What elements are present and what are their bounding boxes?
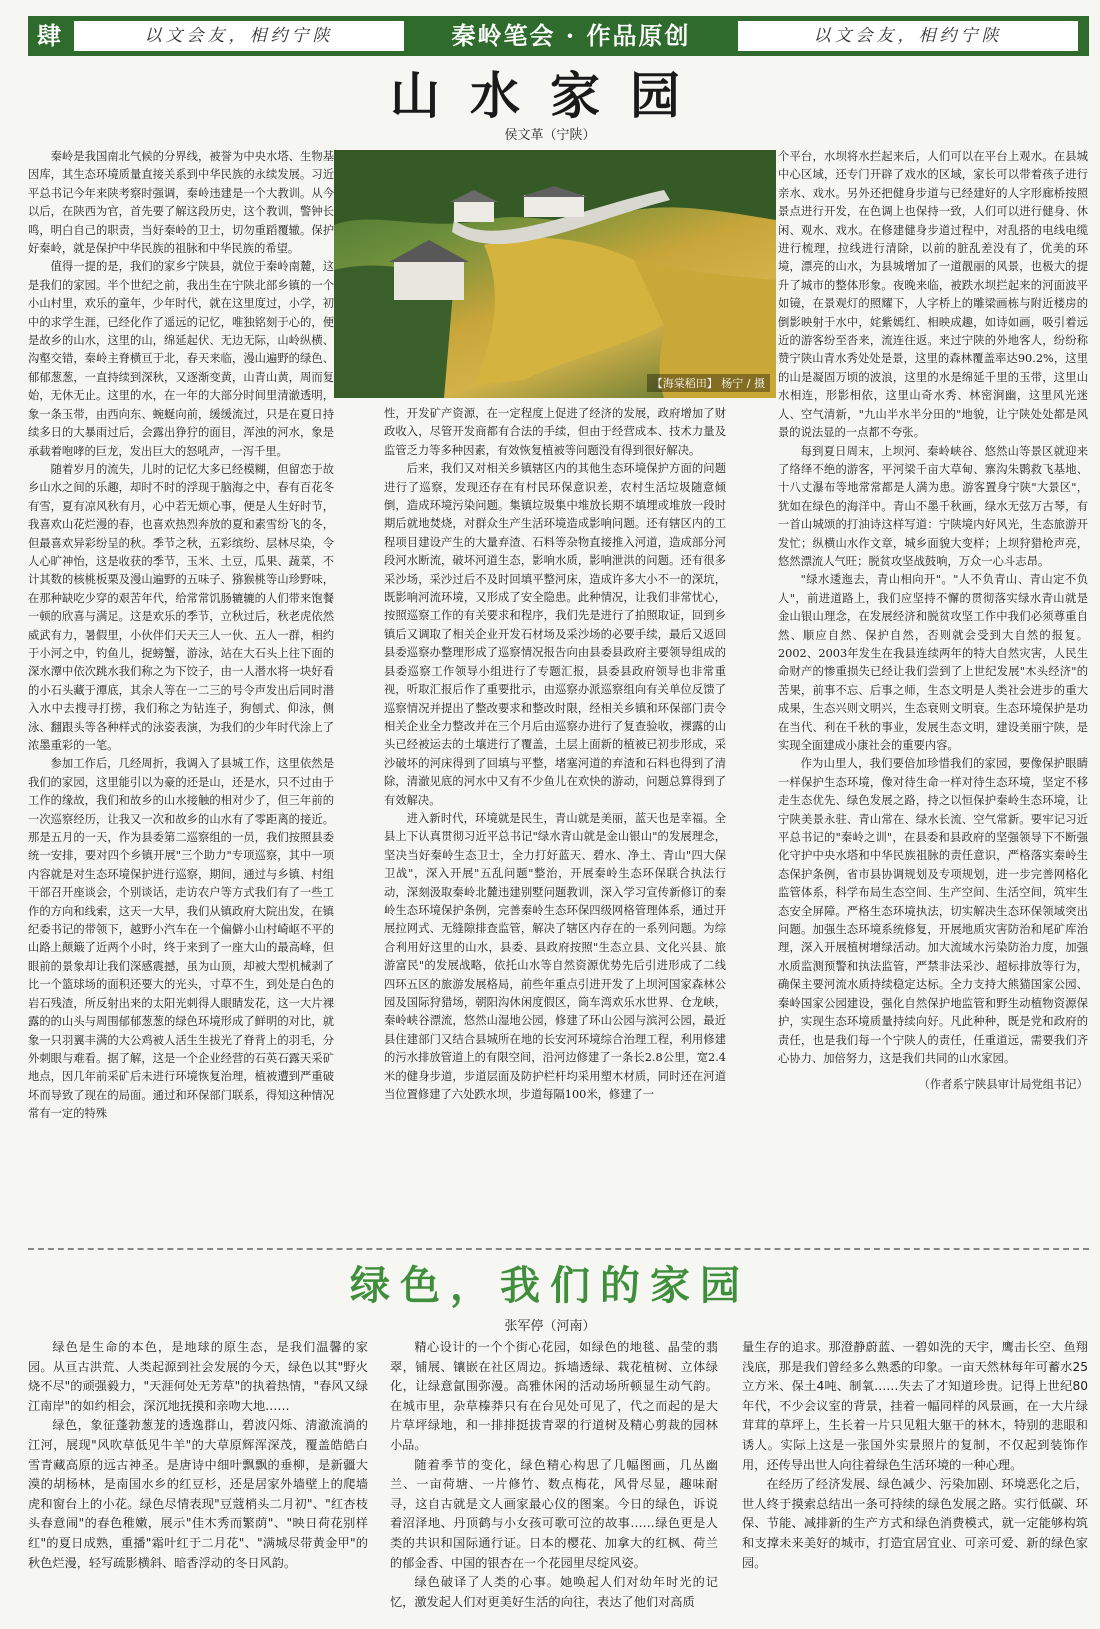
- paragraph: 性，开发矿产资源，在一定程度上促进了经济的发展，政府增加了财政收入，尽管开发商都有合法的手续，但由于经营成本、技术力量及监管乏力等多种因素，有效恢复植被等问题没有得到很好解决。: [384, 407, 726, 457]
- paragraph: 绿色是生命的本色，是地球的原生态，是我们温馨的家园。从亘古洪荒、人类起源到社会发展的今天，绿色以其"野火烧不尽"的顽强毅力，"天涯何处无芳草"的执着热情，"春风又绿江南岸"的如约相会，深沉地抚摸和亲吻大地……: [28, 1340, 368, 1413]
- slogan-right: 以文会友，相约宁陕: [738, 21, 1078, 51]
- article2-title: 绿色，我们的家园: [350, 1262, 750, 1309]
- paragraph: 绿色破译了人类的心事。她唤起人们对幼年时光的记忆，激发起人们对更美好生活的向往，表达了他们对高质: [390, 1575, 718, 1609]
- page-number: 肆: [37, 22, 61, 50]
- paragraph: 值得一提的是，我们的家乡宁陕县，就位于秦岭南麓，这是我们的家园。半个世纪之前，我出生在宁陕北部乡镇的一个小山村里，欢乐的童年，少年时代，就在这里度过，小学，初中的求学生涯，已经化作了遥远的记忆，唯独铭刻于心的，便是故乡的山水，这里的山，绵延起伏、无边无际，山岭纵横、沟壑交错，秦岭主脊横亘于北，春天来临，漫山遍野的绿色、郁郁葱葱，一直持续到深秋，又逐渐变黄，山青山黄，周而复始，无休无止。这里的水，在一年的大部分时间里清澈透明，象一条玉带，由西向东、蜿蜒向前，缓缓流过，只是在夏日持续多日的大暴雨过后，会露出狰狞的面目，浑浊的河水，象是承载着咆哮的巨龙，发出巨大的怒吼声，一泻千里。: [28, 260, 334, 458]
- paragraph: 参加工作后，几经周折，我调入了县城工作，这里依然是我们的家园，这里能引以为豪的还是山，还是水，只不过由于工作的缘故，我们和故乡的山水接触的相对少了，但三年前的一次巡察经历，让我又一次和故乡的山水有了零距离的接近。那是五月的一天，作为县委第二巡察组的一员，我们按照县委统一安排，要对四个乡镇开展"三个助力"专项巡察，其中一项内容就是对生态环境保护进行巡察，期间，通过与乡镇、村组干部召开座谈会，个别谈话，走访农户等方式我们有了一些工作的方向和线索，这天一大早，我们从镇政府大院出发，在镇纪委书记的带领下，越野小汽车在一个偏僻小山村崎岖不平的山路上颠簸了近两个小时，终于来到了一座大山的最高峰，但眼前的景象却让我们深感震撼，虽为山顶，却被大型机械剥了比一个篮球场的面积还要大的光头，寸草不生，到处是白色的岩石残渣，所反射出来的太阳光刺得人眼睛发花，这一大片裸露的的山头与周围郁郁葱葱的绿色环境形成了鲜明的对比，就象一只羽翼丰满的大公鸡被人活生生拔光了脊背上的羽毛，分外刺眼与难看。据了解，这是一个企业经营的石英石露天采矿地点，因几年前采矿后未进行环境恢复治理，植被遭到严重破坏而导致了现在的局面。通过和环保部门联系，得知这种情况常有一定的特殊: [28, 757, 334, 1121]
- paragraph: 在经历了经济发展、绿色减少、污染加剧、环境恶化之后，世人终于摸索总结出一条可持续的绿色发展之路。实行低碳、环保、节能、减排新的生产方式和绿色消费模式，就一定能够构筑和支撑未来美好的城市，打造宜居宜业、可亲可爱、新的绿色家园。: [742, 1477, 1088, 1570]
- paragraph: 量生存的追求。那澄静蔚蓝、一碧如洗的天宇，鹰击长空、鱼翔浅底，那是我们曾经多么熟悉的印象。一亩天然林每年可蓄水25立方米、保土4吨、制氧……失去了才知道珍贵。记得上世纪80年代，不少会议室的背景，挂着一幅同样的风景画，在一大片绿茸茸的草坪上，生长着一片只见粗大躯干的林木，特别的悲眼和诱人。实际上这是一张国外实景照片的复制，不仅起到装饰作用，还传导出世人向往着绿色生活环境的一种心理。: [742, 1340, 1088, 1472]
- article-photo: [334, 150, 776, 398]
- paragraph: 作为山里人，我们要倍加珍惜我们的家园，要像保护眼睛一样保护生态环境，像对待生命一样对待生态环境，坚定不移走生态优先、绿色发展之路，持之以恒保护秦岭生态环境，让宁陕美景永驻、青山常在、绿水长流、空气常新。要牢记习近平总书记的"秦岭之训"，在县委和县政府的坚强领导下不断强化守护中央水塔和中华民族祖脉的责任意识，严格落实秦岭生态保护条例，省市县协调规划及专项规划，进一步完善网格化监管体系，科学布局生态空间、生产空间、生活空间，筑牢生态安全屏障。严格生态环境执法，切实解决生态环保领域突出问题。加强生态环境系统修复，开展地质灾害防治和尾矿库治理，深入开展植树增绿活动。加大流域水污染防治力度，加强水质监测预警和执法监管，严禁非法采沙、超标排放等行为，确保主要河流水质持续稳定达标。全力支持大熊猫国家公园、秦岭国家公园建设，强化自然保护地监管和野生动植物资源保护，实现生态环境质量持续向好。凡此种种，既是党和政府的责任，也是我们每一个宁陕人的责任，任重道远，需要我们齐心协力、加倍努力，这是我们共同的山水家园。: [778, 757, 1088, 1065]
- rice-field-photo-graphic: [334, 150, 776, 398]
- article1-column-1: [28, 148, 334, 1238]
- paragraph: "绿水逶迤去，青山相向开"。"人不负青山、青山定不负人"，前进道路上，我们应坚持不懈的贯彻落实绿水青山就是金山银山理念，在发展经济和脱贫攻坚工作中我们必须尊重自然、顺应自然、保护自然，否则就会受到大自然的报复。2002、2003年发生在我县连续两年的特大自然灾害，人民生命财产的惨重损失已经让我们尝到了上世纪发展"木头经济"的苦果，前事不忘、后事之师，生态文明是人类社会进步的重大成果，生态兴则文明兴，生态衰则文明衰。生态环境保护是功在当代、利在千秋的事业，发展生态文明，建设美丽宁陕，是实现全面建成小康社会的重要内容。: [778, 573, 1088, 752]
- paragraph: 绿色，象征蓬勃葱茏的透逸群山，碧波闪烁、清澈流淌的江河，展现"风吹草低见牛羊"的大草原辉浑深茂，覆盖皓皓白雪青藏高原的远古神圣。是唐诗中细叶飘飘的垂柳，是新疆大漠的胡杨林，是南国水乡的红豆杉，还是居家外墙壁上的爬墙虎和窗台上的小花。绿色尽情表现"豆蔻梢头二月初"、"红杏枝头春意闹"的春色稚嫩，展示"佳木秀而繁荫"、"映日荷花别样红"的夏日成熟，重播"霜叶红于二月花"、"满城尽带黄金甲"的秋色烂漫，轻写疏影横斜、暗香浮动的冬日风韵。: [28, 1418, 368, 1570]
- slogan-left: 以文会友，相约宁陕: [74, 21, 404, 51]
- paragraph: 秦岭是我国南北气候的分界线，被誉为中央水塔、生物基因库，其生态环境质量直接关系到中华民族的永续发展。习近平总书记今年来陕考察时强调，秦岭违建是一个大教训。从今以后，在陕西为官，首先要了解这段历史，这个教训，警钟长鸣，明白自己的职责，当好秦岭的卫士，切勿重蹈覆辙。保护好秦岭，就是保护中华民族的祖脉和中华民族的希望。: [28, 150, 334, 256]
- article1-column-3: [778, 148, 1088, 1238]
- photo-caption: 【海棠稻田】 杨宁 / 摄: [647, 374, 770, 392]
- article2-column-3: [742, 1338, 1088, 1618]
- article2-column-1: [28, 1338, 368, 1618]
- article-title: 山水家园: [390, 66, 710, 125]
- paragraph: 个平台，水坝将水拦起来后，人们可以在平台上观水。在县城中心区域，还专门开辟了戏水的区域，家长可以带着孩子进行亲水、戏水。另外还把健身步道与已经建好的人字形廊桥按照景点进行开发，在色调上也保持一致，人们可以进行健身、休闲、观水、戏水。在修建健身步道过程中，对乱搭的电线电缆进行梳理，拉线进行清除，以前的脏乱差没有了，优美的环境，漂亮的山水，为县城增加了一道靓丽的风景，也极大的提升了城市的整体形象。夜晚来临，被跌水坝拦起来的河面波平如镜，在景观灯的照耀下，人字桥上的雕梁画栋与附近楼房的倒影映射于水中，姹紫嫣红、相映成趣，如诗如画，吸引着远近的游客纷至沓来，流连往返。来过宁陕的外地客人，纷纷称赞宁陕山青水秀处处是景，这里的森林覆盖率达90.2%，这里的山是凝固万顷的波浪，这里的水是绵延千里的玉带，这里山水相连，形影相依，这里山奇水秀、林密涧幽，这里风光迷人、空气清新，"九山半水半分田的"地貌，让宁陕处处都是风景的说法显的一点都不夸张。: [778, 150, 1088, 440]
- paragraph: 进入新时代，环境就是民生，青山就是美丽，蓝天也是幸福。全县上下认真贯彻习近平总书记"绿水青山就是金山银山"的发展理念，坚决当好秦岭生态卫士，全力打好蓝天、碧水、净土、青山"四大保卫战"，深入开展"五乱问题"整治，开展秦岭生态环保联合执法行动，深刻汲取秦岭北麓违建别墅问题教训，深入学习宣传新修订的秦岭生态环境保护条例，完善秦岭生态环保四级网格管理体系，通过开展拉网式、无缝隙排查监管，解决了辖区内存在的一系列问题。为综合利用好这里的山水，县委、县政府按照"生态立县、文化兴县、旅游富民"的发展战略，依托山水等自然资源优势先后引进形成了二线四环五区的旅游发展格局，前些年重点引进开发了上坝河国家森林公园及国际狩猎场，朝阳沟休闲度假区，筒车湾欢乐水世界、仓龙峡，秦岭峡谷漂流，悠然山湿地公园，修建了环山公园与滨河公园，最近县住建部门又结合县城所在地的长安河环境综合治理工程，利用修建的污水排放管道上的有限空间，沿河边修建了一条长2.8公里，宽2.4米的健身步道，步道层面及防护栏杆均采用塑木材质，同时还在河道当位置修建了六处跌水坝，步道每隔100米，修建了一: [384, 811, 726, 1102]
- paragraph: 随着季节的变化，绿色精心构思了几幅图画，几丛幽兰、一亩荷塘、一片修竹、数点梅花，风骨尽显，趣味耐寻，这自古就是文人画家最心仪的图案。今日的绿色，诉说着沼泽地、丹顶鹤与小女孩可歌可泣的故事……绿色更是人类的共识和国际通行证。日本的樱花、加拿大的红枫、荷兰的郁金香、中国的银杏在一个花园里尽绽风姿。: [390, 1457, 718, 1570]
- paragraph: 随着岁月的流失，儿时的记忆大多已经模糊，但留恋于故乡山水之间的乐趣，却时不时的浮现于脑海之中，春有百花冬有雪，夏有凉风秋有月，心中若无烦心事，便是人生好时节，我喜欢山花烂漫的春，也喜欢热烈奔放的夏和素雪纷飞的冬，但最喜欢异彩纷呈的秋。季节之秋，五彩缤纷、层林尽染，令人心旷神怡，这是收获的季节，玉米、土豆，瓜果、蔬菜，不计其数的核桃板栗及漫山遍野的五味子、猕猴桃等山珍野味，在那种缺吃少穿的艰苦年代，给常常饥肠辘辘的人们带来饱餐一顿的欣喜与满足。这是欢乐的季节，立秋过后，秋老虎依然威武有力，暑假里，小伙伴们天天三人一伙、五人一群，相约于小河之中，钓鱼儿，捉螃蟹，游泳，站在大石头上往下面的深水潭中依次跳水我们称之为下饺子，由一人潜水将一块好看的小石头藏于潭底，其余人等在一二三的号令声发出后同时潜入水中去搜寻打捞，我们称之为钻连子，狗刨式、仰泳，侧泳、翻跟头等各种样式的泳姿表演，为我们的少年时代涂上了浓墨重彩的一笔。: [28, 462, 334, 752]
- paragraph: 每到夏日周末，上坝河、秦岭峡谷、悠然山等景区就迎来了络绎不绝的游客，平河梁千亩大草甸、寨沟朱鹮救飞基地、十八丈瀑布等地常常都是人满为患。游客置身宁陕"大景区"，犹如在绿色的海洋中。青山不墨千秋画，绿水无弦万古琴，有一首山城颂的打油诗这样写道：宁陕境内好风光，生态旅游开发忙；纵横山水作文章，城乡面貌大变样；上坝狩猎枪声亮，悠然漂流人气旺；脱贫攻坚战鼓响，万众一心斗志昂。: [778, 444, 1088, 568]
- article1-column-2: [384, 405, 726, 1238]
- article2-byline: 张军停（河南）: [504, 1319, 596, 1334]
- article2-column-2: [390, 1338, 718, 1618]
- column-banner: [28, 16, 1089, 56]
- paragraph: 后来，我们又对相关乡镇辖区内的其他生态环境保护方面的问题进行了巡察，发现还存在有村民环保意识差，农村生活垃圾随意倾倒，造成环境污染问题。集镇垃圾集中堆放长期不填埋或堆放一段时期后就地焚烧，对群众生产生活环境造成影响问题。还有辖区内的工程项目建设产生的大量弃渣、石料等杂物直接推入河道，造成部分河段河水断流，破坏河道生态，影响水质，影响泄洪的问题。还有很多采沙场，采沙过后不及时回填平整河床，造成许多大小不一的深坑，既影响河流环境，又形成了安全隐患。此种情况，让我们非常忧心，按照巡察工作的有关要求和程序，我们先是进行了拍照取证，回到乡镇后又调取了相关企业开发石材场及采沙场的必要手续，最后又返回县委巡察办整理形成了巡察情况报告向由县委县政府主要领导组成的县委巡察工作领导小组进行了专题汇报，县委县政府领导也非常重视，听取汇报后作了重要批示，由巡察办派巡察组向有关单位反馈了巡察情况并提出了整改要求和整改时限，经相关乡镇和环保部门责令相关企业全力整改并在三个月后由巡察办进行了复查验收，裸露的山头已经被运去的土壤进行了覆盖，土层上面新的植被已初步形成，采沙破坏的河床得到了回填与平整，堵塞河道的弃渣和石料也得到了清除，清澈见底的河水中又有不少鱼儿在欢快的游动，问题总算得到了有效解决。: [384, 462, 726, 807]
- article-byline: 侯文革（宁陕）: [504, 128, 596, 143]
- column-name: 秦岭笔会 · 作品原创: [451, 21, 691, 50]
- section-divider: [28, 1248, 1089, 1250]
- author-note: （作者系宁陕县审计局党组书记）: [918, 1078, 1088, 1092]
- paragraph: 精心设计的一个个街心花园，如绿色的地毯、晶莹的翡翠，铺展、镶嵌在社区周边。拆墙透绿、栽花植树、立体绿化，让绿意氤围弥漫。高雅休闲的活动场所顿显生动气韵。在城市里，杂草榛莽只有在台见处可见了，代之而起的是大片草坪绿地，和一排排挺拔青翠的行道树及精心剪裁的园林小品。: [390, 1340, 718, 1452]
